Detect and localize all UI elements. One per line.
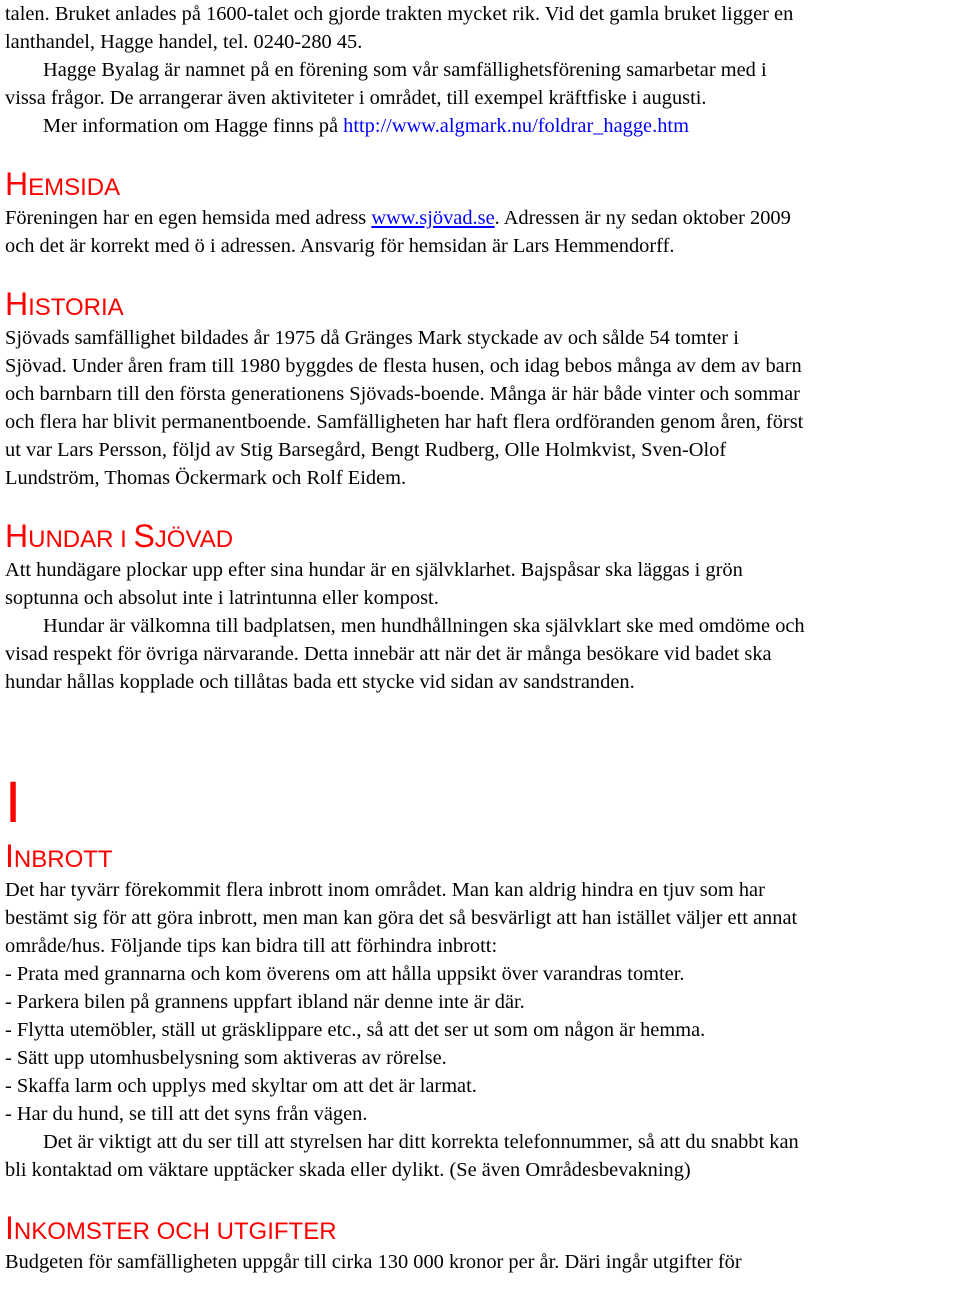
tip-list-item: - Parkera bilen på grannens uppfart ibland när denne inte är där.	[5, 991, 525, 1013]
tip-list-item: - Skaffa larm och upplys med skyltar om att det är larmat.	[5, 1075, 477, 1097]
paragraph-line: Lundström, Thomas Öckermark och Rolf Eidem.	[5, 467, 407, 489]
paragraph-line: och flera har blivit permanentboende. Samfälligheten har haft flera ordföranden genom åren, först	[5, 411, 804, 433]
paragraph-line: Sjövads samfällighet bildades år 1975 då Gränges Mark styckade av och sålde 54 tomter i	[5, 327, 739, 349]
tip-list-item: - Prata med grannarna och kom överens om att hålla uppsikt över varandras tomter.	[5, 963, 685, 985]
website-link[interactable]: www.sjövad.se	[371, 207, 495, 229]
hagge-info-text: Mer information om Hagge finns på	[43, 115, 344, 137]
paragraph-line: Det är viktigt att du ser till att styrelsen har ditt korrekta telefonnummer, så att du snabbt kan	[43, 1131, 799, 1153]
heading-rest: EMSIDA	[28, 174, 121, 201]
hundar-section	[5, 556, 957, 696]
tip-list-item: - Har du hund, se till att det syns från vägen.	[5, 1103, 368, 1125]
hemsida-section	[5, 204, 957, 260]
paragraph-line: Att hundägare plockar upp efter sina hundar är en självklarhet. Bajspåsar ska läggas i grön	[5, 559, 743, 581]
hemsida-line	[5, 204, 957, 232]
heading-rest: NBROTT	[13, 846, 113, 873]
paragraph-line: Hundar är välkomna till badplatsen, men hundhållningen ska självklart ske med omdöme och	[43, 615, 805, 637]
paragraph-line: Det har tyvärr förekommit flera inbrott inom området. Man kan aldrig hindra en tjuv som har	[5, 879, 765, 901]
paragraph-line: och det är korrekt med ö i adressen. Ansvarig för hemsidan är Lars Hemmendorff.	[5, 235, 675, 257]
heading-inbrott	[5, 840, 957, 876]
inbrott-section	[5, 876, 957, 1184]
heading-rest: NKOMSTER OCH UTGIFTER	[13, 1218, 337, 1245]
paragraph-line: vissa frågor. De arrangerar även aktiviteter i området, till exempel kräftfiske i augusti.	[5, 87, 707, 109]
paragraph-line: ut var Lars Persson, följd av Stig Barsegård, Bengt Rudberg, Olle Holmkvist, Sven-Olof	[5, 439, 727, 461]
heading-rest: JÖVAD	[154, 526, 234, 553]
intro-section	[5, 0, 957, 140]
hagge-info-line	[5, 112, 957, 140]
document-page	[5, 0, 957, 1276]
heading-initial: I	[5, 1210, 14, 1246]
hemsida-text-rest: . Adressen är ny sedan oktober 2009	[494, 207, 791, 229]
paragraph-line: Sjövad. Under åren fram till 1980 byggdes de flesta husen, och idag bebos många av dem av barn	[5, 355, 802, 377]
heading-initial: I	[5, 838, 14, 874]
index-letter-i: I	[5, 770, 22, 835]
paragraph-line: talen. Bruket anlades på 1600-talet och gjorde trakten mycket rik. Vid det gamla bruket ligger en	[5, 3, 794, 25]
paragraph-line: bestämt sig för att göra inbrott, men man kan göra det så besvärligt att han istället väljer ett annat	[5, 907, 798, 929]
heading-historia	[5, 288, 957, 324]
hemsida-text: Föreningen har en egen hemsida med adress	[5, 207, 372, 229]
paragraph-line: soptunna och absolut inte i latrintunna eller kompost.	[5, 587, 439, 609]
paragraph-line: lanthandel, Hagge handel, tel. 0240-280 45.	[5, 31, 363, 53]
heading-hundar-i-sjovad	[5, 520, 957, 556]
paragraph-line: bli kontaktad om väktare upptäcker skada eller dylikt. (Se även Områdesbevakning)	[5, 1159, 691, 1181]
paragraph-line: Budgeten för samfälligheten uppgår till cirka 130 000 kronor per år. Däri ingår utgifter för	[5, 1251, 742, 1273]
historia-section	[5, 324, 957, 492]
heading-rest: UNDAR I	[28, 526, 134, 553]
paragraph-line: område/hus. Följande tips kan bidra till att förhindra inbrott:	[5, 935, 498, 957]
heading-initial: H	[5, 518, 29, 554]
paragraph-line: Hagge Byalag är namnet på en förening som vår samfällighetsförening samarbetar med i	[43, 59, 767, 81]
tip-list-item: - Flytta utemöbler, ställ ut gräsklippare etc., så att det ser ut som om någon är hemma.	[5, 1019, 706, 1041]
heading-inkomster-och-utgifter	[5, 1212, 957, 1248]
inkomster-section	[5, 1248, 957, 1276]
heading-initial: H	[5, 286, 29, 322]
hagge-link[interactable]: http://www.algmark.nu/foldrar_hagge.htm	[343, 115, 689, 137]
tip-list-item: - Sätt upp utomhusbelysning som aktiveras av rörelse.	[5, 1047, 447, 1069]
heading-rest: ISTORIA	[28, 294, 124, 321]
paragraph-line: och barnbarn till den första generationens Sjövads-boende. Många är här både vinter och sommar	[5, 383, 800, 405]
heading-initial: S	[133, 518, 155, 554]
paragraph-line: visad respekt för övriga närvarande. Detta innebär att när det är många besökare vid badet ska	[5, 643, 772, 665]
heading-initial: H	[5, 166, 29, 202]
paragraph-line: hundar hållas kopplade och tillåtas bada ett stycke vid sidan av sandstranden.	[5, 671, 635, 693]
heading-hemsida	[5, 168, 957, 204]
